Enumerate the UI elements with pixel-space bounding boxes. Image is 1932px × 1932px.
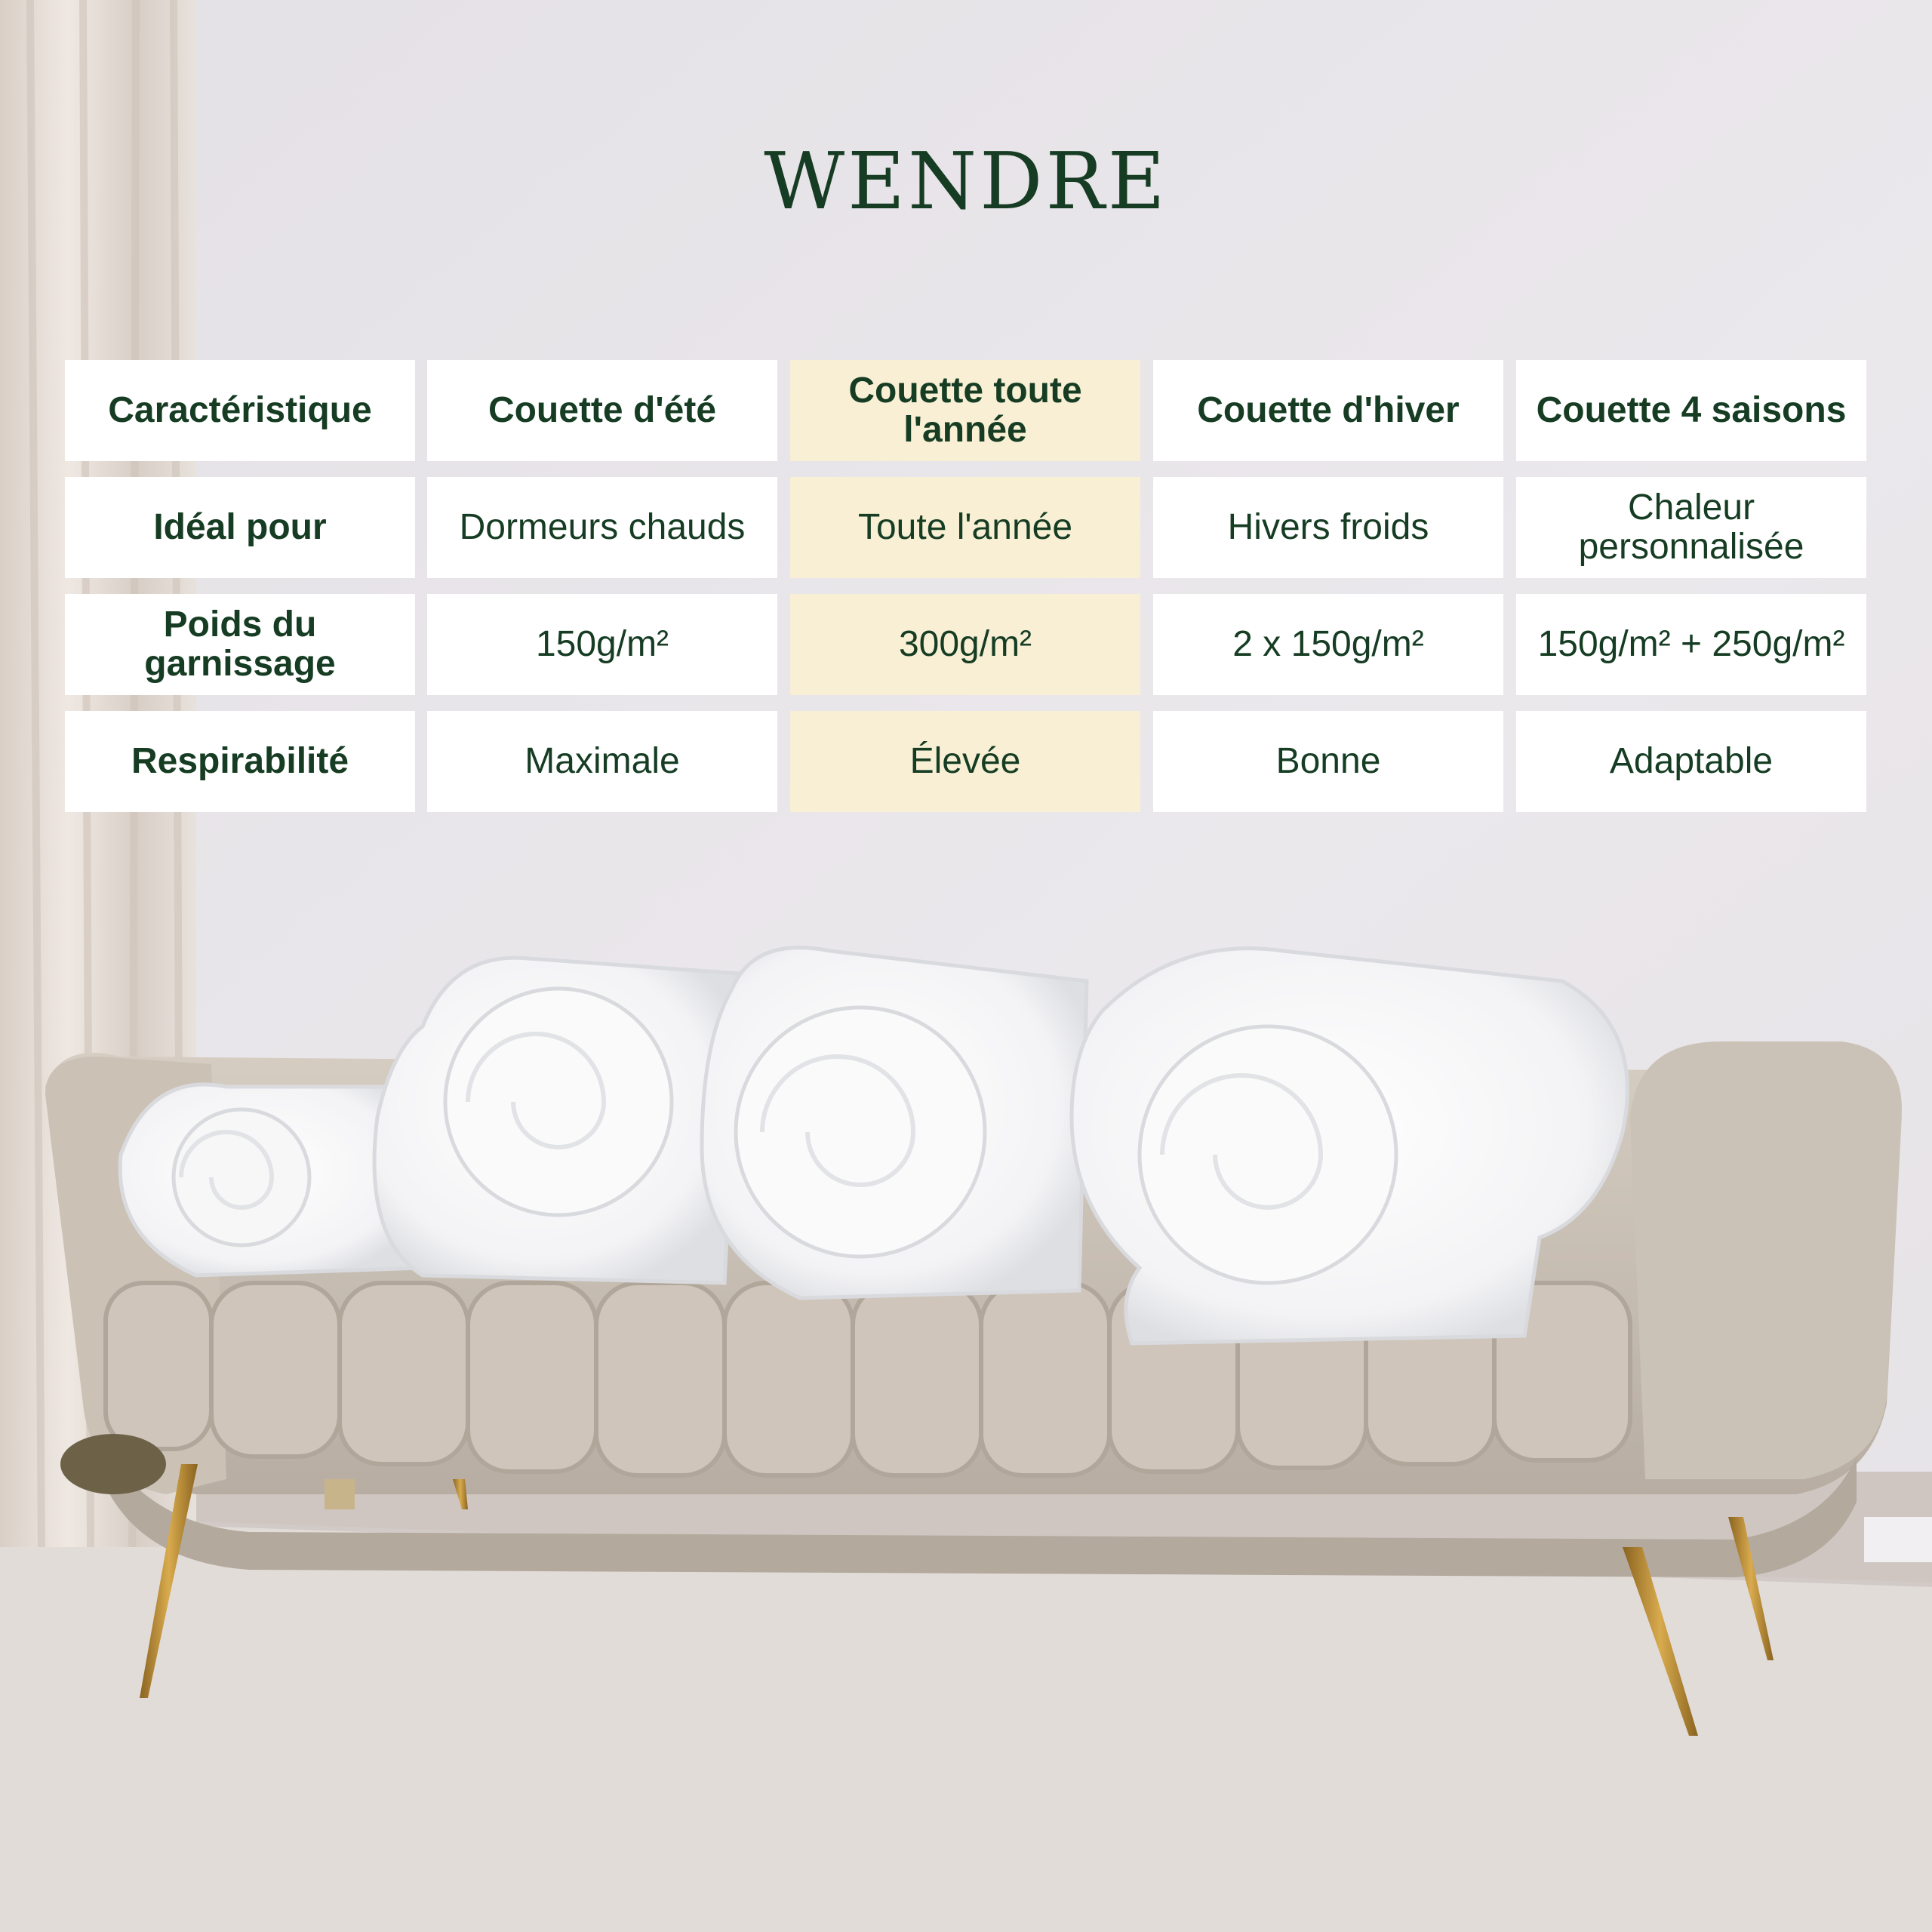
table-cell: Élevée — [790, 711, 1140, 812]
table-header-cell: Caractéristique — [65, 360, 415, 461]
table-cell: Chaleur personnalisée — [1516, 477, 1866, 578]
table-cell: 2 x 150g/m² — [1153, 594, 1503, 695]
brand-logo: WENDRE — [764, 135, 1168, 227]
table-header-cell: Couette 4 saisons — [1516, 360, 1866, 461]
table-cell: Maximale — [427, 711, 777, 812]
table-row-label: Respirabilité — [65, 711, 415, 812]
table-cell: Toute l'année — [790, 477, 1140, 578]
table-cell: 150g/m² — [427, 594, 777, 695]
table-cell: 300g/m² — [790, 594, 1140, 695]
table-cell: Hivers froids — [1153, 477, 1503, 578]
table-cell: 150g/m² + 250g/m² — [1516, 594, 1866, 695]
table-row-label: Idéal pour — [65, 477, 415, 578]
table-row-label: Poids du garnissage — [65, 594, 415, 695]
table-header-cell: Couette d'été — [427, 360, 777, 461]
table-cell: Dormeurs chauds — [427, 477, 777, 578]
table-header-cell: Couette d'hiver — [1153, 360, 1503, 461]
table-cell: Adaptable — [1516, 711, 1866, 812]
table-cell: Bonne — [1153, 711, 1503, 812]
table-header-cell: Couette toute l'année — [790, 360, 1140, 461]
